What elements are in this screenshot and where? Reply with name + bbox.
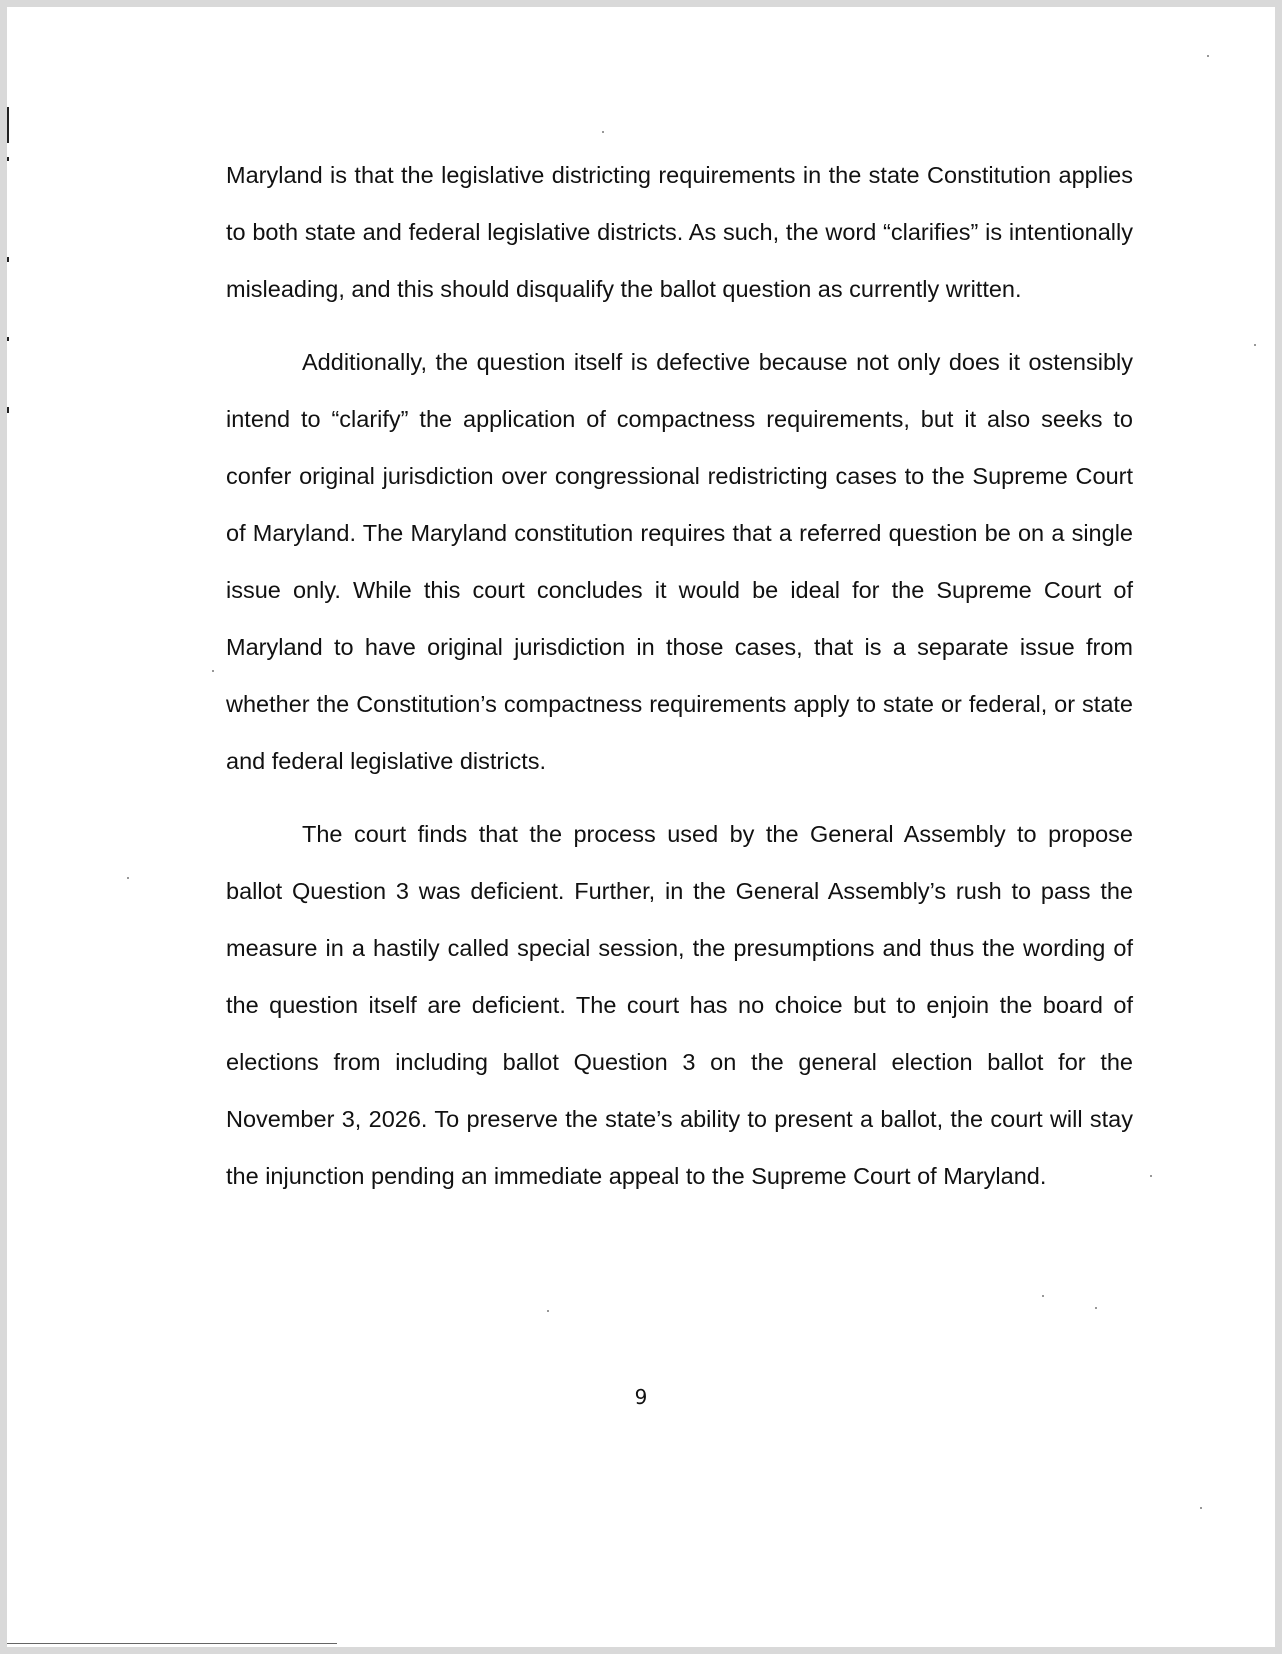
scan-edge-mark <box>7 157 9 161</box>
paragraph: The court finds that the process used by the General Assembly to propose ballot Question 3 was deficient. Further, in the General Assembly’s rush to pass the measure in a hastily called special session, the presumptions and thus the wording of the question itself are deficient. The court has no choice but to enjoin the board of elections from including ballot Question 3 on the general election ballot for the November 3, 2026. To preserve the state’s ability to present a ballot, the court will stay the injunction pending an immediate appeal to the Supreme Court of Maryland. <box>226 821 1133 1189</box>
scan-edge-mark <box>7 337 9 341</box>
paragraph: Additionally, the question itself is defective because not only does it ostensibly intend to “clarify” the application of compactness requirements, but it also seeks to confer original jurisdiction over congressional redistricting cases to the Supreme Court of Maryland. The Maryland constitution requires that a referred question be on a single issue only. While this court concludes it would be ideal for the Supreme Court of Maryland to have original jurisdiction in those cases, that is a separate issue from whether the Constitution’s compactness requirements apply to state or federal, or state and federal legislative districts. <box>226 349 1133 774</box>
scan-speck <box>1254 344 1256 346</box>
scan-speck <box>602 131 604 133</box>
scan-edge-mark <box>7 407 9 413</box>
scan-speck <box>547 1310 549 1312</box>
scan-speck <box>1042 1295 1044 1297</box>
scan-bottom-rule <box>7 1643 337 1644</box>
scan-speck <box>1207 55 1209 57</box>
scan-edge-mark <box>7 257 9 262</box>
scan-speck <box>127 877 129 879</box>
scan-speck <box>212 670 214 672</box>
scan-speck <box>1150 1175 1152 1177</box>
paragraph: Maryland is that the legislative districting requirements in the state Constitution applies to both state and federal legislative districts. As such, the word “clarifies” is intentionally misleading, and this should disqualify the ballot question as currently written. <box>226 162 1133 302</box>
scanned-page <box>7 7 1275 1647</box>
page-number: 9 <box>634 1385 648 1409</box>
scan-edge-mark <box>7 107 9 143</box>
scan-speck <box>1200 1507 1202 1509</box>
scan-speck <box>1095 1307 1097 1309</box>
body-text <box>226 147 1133 1205</box>
